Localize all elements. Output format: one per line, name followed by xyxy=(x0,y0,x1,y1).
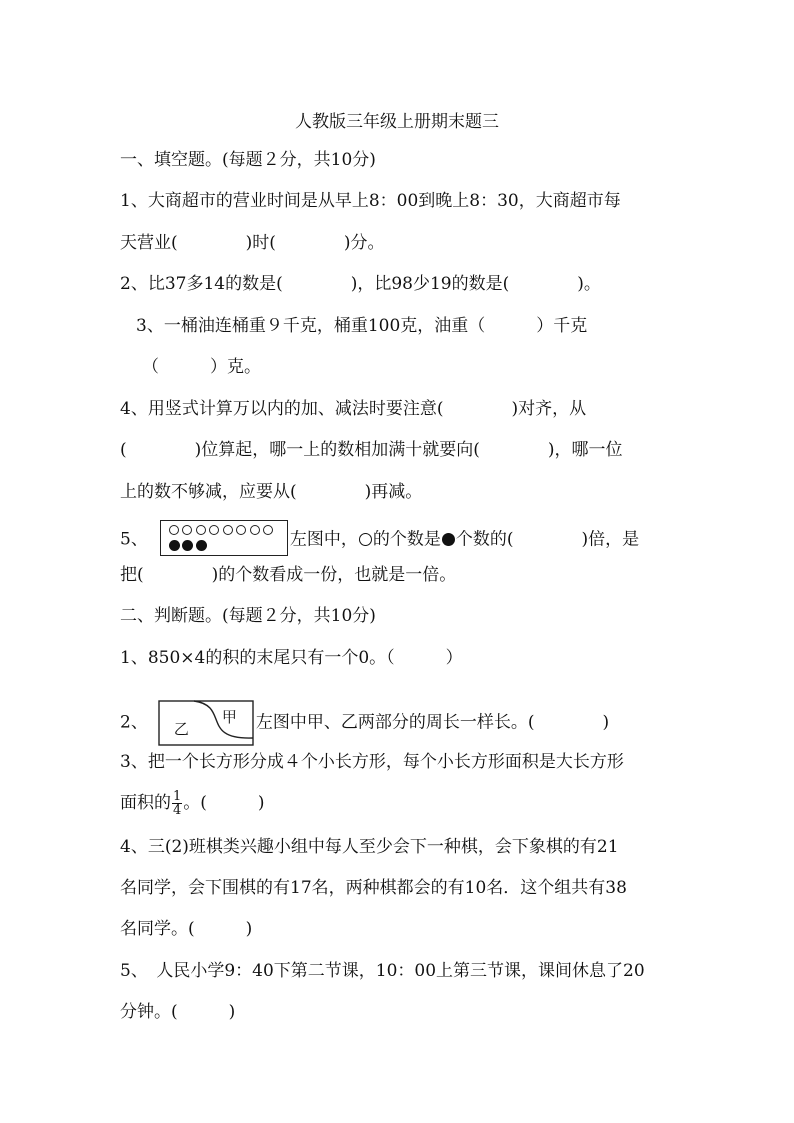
filled-circle xyxy=(182,540,193,551)
region-jia-label: 甲 xyxy=(221,708,237,726)
s2-q3-line1: 3、把一个长方形分成４个小长方形，每个小长方形面积是大长方形 xyxy=(120,752,624,772)
open-circle xyxy=(263,525,273,535)
s1-q3-line1: 3、一桶油连桶重９千克，桶重100克，油重（ ）千克 xyxy=(136,316,588,336)
s1-q5-text-c: 个数的( )倍，是 xyxy=(455,529,640,550)
s2-q3-text-b: 。( ) xyxy=(183,793,265,813)
filled-circle xyxy=(169,540,180,551)
open-circle xyxy=(182,525,192,535)
s2-q5-line1: 5、 人民小学9：40下第二节课，10：00上第三节课，课间休息了20 xyxy=(120,961,645,981)
s2-q4-line3: 名同学。( ) xyxy=(120,919,253,939)
s2-q5-line2: 分钟。( ) xyxy=(120,1002,236,1022)
s2-q4-line1: 4、三(2)班棋类兴趣小组中每人至少会下一种棋，会下象棋的有21 xyxy=(120,837,619,857)
s1-q4-line1: 4、用竖式计算万以内的加、减法时要注意( )对齐，从 xyxy=(120,399,587,419)
section2-heading: 二、判断题。(每题２分，共10分) xyxy=(120,606,376,626)
open-circle xyxy=(169,525,179,535)
region-yi-label: 乙 xyxy=(173,720,189,738)
split-rectangle-figure xyxy=(158,700,254,746)
open-circle xyxy=(236,525,246,535)
s2-q1: 1、850×4的积的末尾只有一个0。（ ） xyxy=(120,648,463,668)
s1-q5-line1 xyxy=(120,522,639,558)
page-title: 人教版三年级上册期末题三 xyxy=(295,112,499,132)
s2-q2-line xyxy=(120,700,609,746)
s1-q5-text-b: 的个数是 xyxy=(372,529,441,550)
s1-q1-line2: 天营业( )时( )分。 xyxy=(120,233,385,253)
s1-q2: 2、比37多14的数是( )，比98少19的数是( )。 xyxy=(120,274,601,294)
fraction-one-quarter: $\frac{1}{4}$ xyxy=(173,789,182,818)
s2-q2-text: 左图中甲、乙两部分的周长一样长。( ) xyxy=(255,712,610,733)
s1-q1-line1: 1、大商超市的营业时间是从早上8：00到晚上8：30，大商超市每 xyxy=(120,191,621,211)
s1-q5-text-a: 左图中， xyxy=(289,529,358,550)
section1-heading: 一、填空题。(每题２分，共10分) xyxy=(120,150,376,170)
s1-q5-line2: 把( )的个数看成一份，也就是一倍。 xyxy=(120,565,457,585)
circles-figure xyxy=(160,520,288,556)
s2-q3-text-a: 面积的 xyxy=(120,793,171,813)
s1-q5-number: 5、 xyxy=(120,529,148,550)
open-circle-icon xyxy=(359,533,372,546)
open-circle xyxy=(196,525,206,535)
open-circle xyxy=(223,525,233,535)
open-circle xyxy=(250,525,260,535)
filled-circle-icon xyxy=(442,533,455,546)
s1-q3-line2: （ ）克。 xyxy=(142,357,261,377)
s1-q4-line2: ( )位算起，哪一上的数相加满十就要向( )，哪一位 xyxy=(120,440,623,460)
s2-q2-number: 2、 xyxy=(120,712,148,733)
open-circle xyxy=(209,525,219,535)
s2-q4-line2: 名同学，会下围棋的有17名，两种棋都会的有10名．这个组共有38 xyxy=(120,878,627,898)
filled-circle xyxy=(196,540,207,551)
s1-q4-line3: 上的数不够减，应要从( )再减。 xyxy=(120,482,423,502)
s2-q3-line2 xyxy=(120,790,265,817)
